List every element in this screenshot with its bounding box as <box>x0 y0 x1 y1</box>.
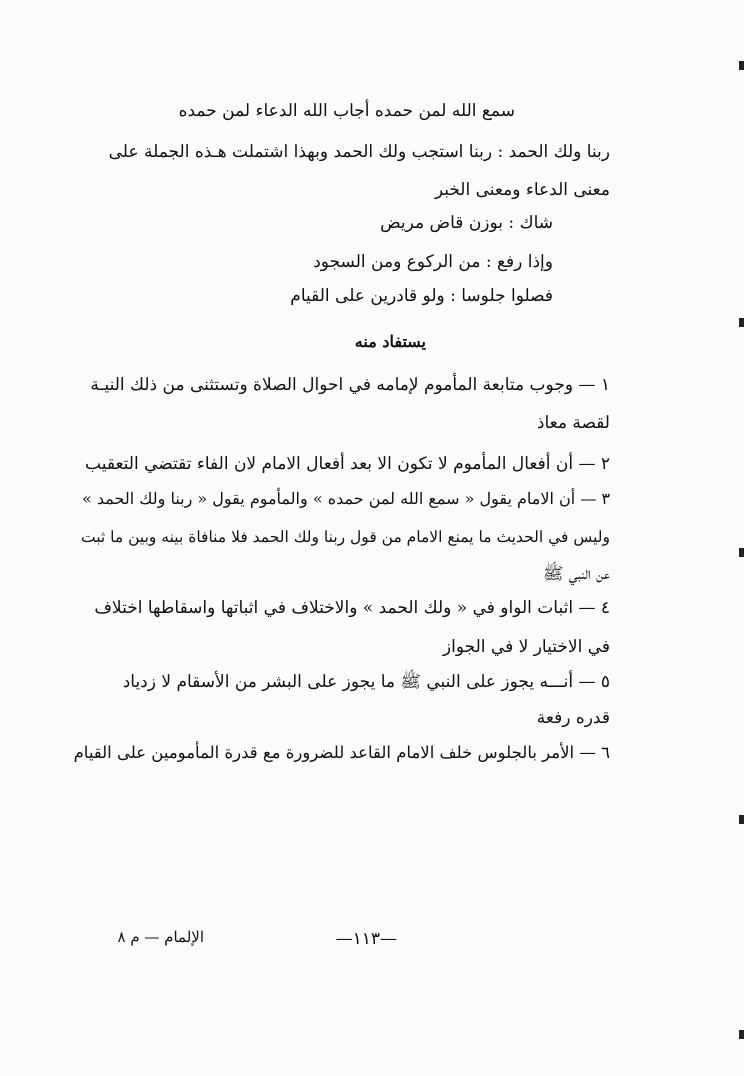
list-item-continuation: وليس في الحديث ما يمنع الامام من قول ربنا ولك الحمد فلا منافاة بينه وبين ما ثبت <box>81 528 610 546</box>
text-line: وإذا رفع : من الركوع ومن السجود <box>313 252 553 272</box>
binding-mark <box>739 61 744 70</box>
list-item: ٦ — الأمر بالجلوس خلف الامام القاعد للضرورة مع قدرة المأمومين على القيام <box>73 743 610 762</box>
list-item-continuation: لقصة معاذ <box>536 413 610 433</box>
section-heading: يستفاد منه <box>354 332 426 351</box>
list-item: ٣ — أن الامام يقول « سمع الله لمن حمده » والمأموم يقول « ربنا ولك الحمد » <box>82 489 610 508</box>
binding-mark <box>739 815 744 824</box>
page-number: —١١٣— <box>335 929 397 949</box>
list-item: ٢ — أن أفعال المأموم لا تكون الا بعد أفعال الامام لان الفاء تقتضي التعقيب <box>85 454 610 474</box>
binding-mark <box>739 1030 744 1039</box>
text-line: سمع الله لمن حمده أجاب الله الدعاء لمن حمده <box>178 101 515 121</box>
list-item-continuation: في الاختيار لا في الجواز <box>442 637 610 657</box>
text-line: شاك : بوزن قاض مريض <box>380 213 553 233</box>
text-line: معنى الدعاء ومعنى الخبر <box>434 180 610 200</box>
list-item-continuation: قدره رفعة <box>536 708 610 728</box>
list-item: ٤ — اثبات الواو في « ولك الحمد » والاختلاف في اثباتها واسقاطها اختلاف <box>94 598 610 618</box>
text-line: فصلوا جلوسا : ولو قادرين على القيام <box>290 286 553 306</box>
binding-mark <box>739 318 744 327</box>
list-item: ١ — وجوب متابعة المأموم لإمامه في احوال الصلاة وتستثنى من ذلك النيـة <box>90 375 610 395</box>
binding-mark <box>739 548 744 557</box>
list-item-continuation: عن النبي ﷺ <box>542 564 610 584</box>
signature-mark: الإلمام — م ٨ <box>117 928 204 946</box>
list-item: ٥ — أنـــه يجوز على النبي ﷺ ما يجوز على البشر من الأسقام لا زدياد <box>122 672 610 692</box>
text-line: ربنا ولك الحمد : ربنا استجب ولك الحمد وبهذا اشتملت هـذه الجملة على <box>108 142 610 162</box>
